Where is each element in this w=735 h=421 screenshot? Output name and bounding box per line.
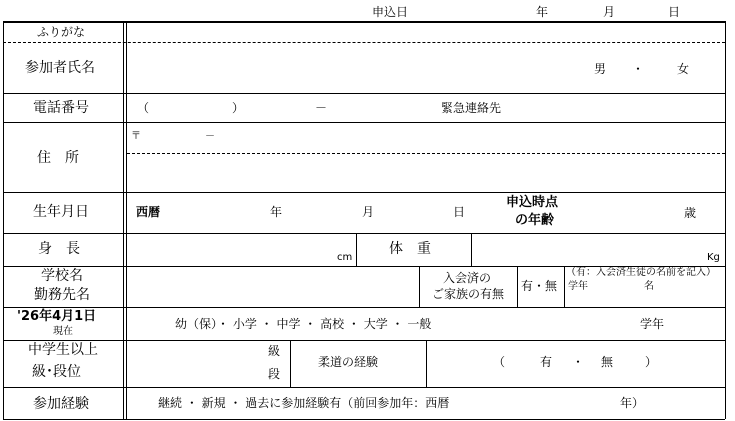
- age-input[interactable]: [585, 196, 680, 230]
- judo-exp-separator: ・: [572, 355, 585, 369]
- furigana-label: ふりがな: [37, 25, 86, 39]
- participant-name-input[interactable]: [128, 44, 578, 92]
- phone-close-paren: ）: [232, 101, 245, 115]
- previous-participation-year-input[interactable]: [520, 392, 615, 416]
- gender-male-option[interactable]: 男: [594, 62, 607, 76]
- postal-mark: 〒: [131, 131, 141, 142]
- family-member-name-label: 名: [644, 281, 654, 292]
- weight-label: 体 重: [389, 241, 431, 257]
- rank-input[interactable]: [128, 343, 263, 385]
- weight-input[interactable]: [474, 236, 704, 264]
- dan-unit: 段: [268, 367, 281, 381]
- junior-high-above-label: 中学生以上: [28, 342, 98, 358]
- judo-experience-label: 柔道の経験: [318, 355, 379, 369]
- weight-unit: Kg: [707, 252, 720, 263]
- family-member-grade-label: 学年: [568, 281, 588, 292]
- family-member-label-1: 入会済の: [443, 271, 492, 285]
- phone-label: 電話番号: [33, 100, 89, 116]
- school-name-label: 学校名: [41, 268, 83, 284]
- judo-exp-open-paren: （: [493, 355, 506, 369]
- apply-date-label: 申込日: [372, 5, 409, 19]
- family-member-note: （有：入会済生徒の名前を記入）: [566, 267, 716, 278]
- judo-exp-close-paren: ）: [645, 355, 658, 369]
- participation-options[interactable]: 継続 ・ 新規 ・ 過去に参加経験有（前回参加年：西暦: [158, 396, 450, 410]
- family-yes-no-option[interactable]: 有・無: [521, 279, 558, 293]
- birthday-year-label: 年: [270, 205, 283, 219]
- gender-female-option[interactable]: 女: [677, 62, 690, 76]
- school-level-options[interactable]: 幼（保）・ 小学 ・ 中学 ・ 高校 ・ 大学 ・ 一般: [175, 317, 432, 331]
- reference-date-label: '26年4月1日: [17, 309, 97, 324]
- workplace-name-label: 勤務先名: [34, 287, 90, 303]
- gender-separator: ・: [632, 62, 645, 76]
- birthday-day-label: 日: [453, 205, 466, 219]
- current-grade-input[interactable]: [560, 310, 638, 338]
- age-at-application-label-2: の年齢: [515, 213, 555, 228]
- emergency-contact-label: 緊急連絡先: [441, 101, 502, 115]
- family-member-label-2: ご家族の有無: [432, 287, 505, 301]
- current-grade-label: 学年: [640, 317, 665, 331]
- postal-code-input[interactable]: [143, 125, 303, 151]
- height-label: 身 長: [38, 241, 80, 257]
- participation-experience-label: 参加経験: [33, 396, 89, 412]
- school-name-input[interactable]: [128, 269, 417, 305]
- birthday-month-label: 月: [362, 205, 375, 219]
- apply-day-label: 日: [668, 5, 681, 19]
- furigana-input[interactable]: [128, 23, 724, 41]
- birthday-label: 生年月日: [33, 204, 89, 220]
- rank-label: 級･段位: [32, 364, 81, 380]
- height-input[interactable]: [128, 236, 328, 264]
- address-input[interactable]: [128, 156, 724, 190]
- phone-open-paren: （: [137, 101, 150, 115]
- address-label: 住 所: [37, 150, 79, 166]
- phone-input[interactable]: [150, 96, 420, 120]
- judo-exp-yes-option[interactable]: 有: [540, 355, 553, 369]
- participant-name-label: 参加者氏名: [25, 60, 95, 76]
- participation-year-close: 年）: [620, 396, 645, 410]
- age-unit: 歳: [684, 206, 697, 220]
- apply-month-label: 月: [603, 5, 616, 19]
- age-at-application-label-1: 申込時点: [506, 195, 559, 210]
- birthday-input[interactable]: [170, 196, 470, 230]
- birthday-era-label: 西暦: [136, 205, 161, 219]
- apply-year-label: 年: [536, 5, 549, 19]
- kyu-unit: 級: [268, 344, 281, 358]
- judo-exp-no-option[interactable]: 無: [601, 355, 614, 369]
- family-member-input[interactable]: [566, 292, 724, 306]
- phone-dash: －: [315, 101, 328, 115]
- reference-date-suffix: 現在: [53, 326, 73, 337]
- height-unit: cm: [337, 252, 353, 263]
- postal-dash: －: [205, 131, 215, 142]
